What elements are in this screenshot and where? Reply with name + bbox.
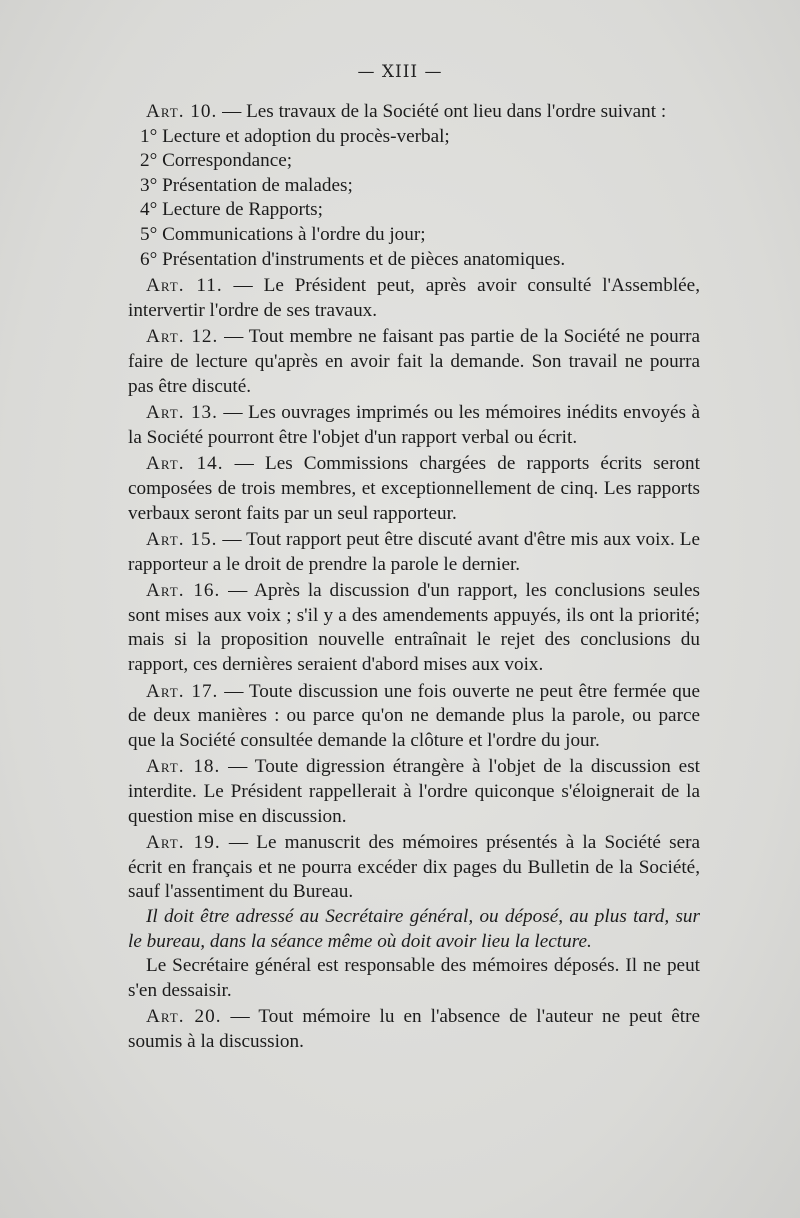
- list-item: 5° Communications à l'ordre du jour;: [140, 223, 426, 245]
- article-text: — Les ouvrages imprimés ou les mémoires inédits envoyés à la Société pourront être l'objet d'un rapport verbal ou écrit.: [128, 402, 700, 448]
- article-10: [128, 100, 700, 125]
- article-18: [128, 755, 700, 829]
- body-text: [128, 100, 700, 1055]
- article-text: — Le manuscrit des mémoires présentés à la Société sera écrit en français et ne pourra excéder dix pages du Bulletin de la Société, sauf l'assentiment du Bureau.: [128, 832, 700, 903]
- article-text: — Les Commissions chargées de rapports écrits seront composées de trois membres, et exceptionnellement de cinq. Les rapports verbaux seront faits par un seul rapporteur.: [128, 453, 700, 524]
- article-19: [128, 831, 700, 905]
- article-15: [128, 528, 700, 577]
- article-text: — Tout membre ne faisant pas partie de la Société ne pourra faire de lecture qu'après en avoir fait la demande. Son travail ne pourra pas être discuté.: [128, 326, 700, 397]
- page-number: — XIII —: [357, 62, 443, 82]
- article-text: — Tout rapport peut être discuté avant d'être mis aux voix. Le rapporteur a le droit de prendre la parole le dernier.: [128, 529, 700, 575]
- article-label: Art. 12.: [146, 326, 219, 348]
- article-text: — Toute discussion une fois ouverte ne peut être fermée que de deux manières : ou parce qu'on ne demande plus la parole, ou parce que la Société consultée demande la clôture et l'ordre du jour.: [128, 680, 700, 751]
- article-label: Art. 13.: [146, 402, 218, 424]
- list-item: 3° Présentation de malades;: [140, 174, 353, 196]
- article-text: — Après la discussion d'un rapport, les conclusions seules sont mises aux voix ; s'il y a des amendements appuyés, ils ont la priorité; mais si la proposition nouvelle entraînait le rejet des conclusions du rapport, ces dernières seraient d'abord mises aux voix.: [128, 580, 700, 676]
- article-label: Art. 15.: [146, 529, 218, 551]
- article-label: Art. 19.: [146, 832, 221, 854]
- article-17: [128, 680, 700, 754]
- article-label: Art. 18.: [146, 756, 221, 778]
- article-text: — Toute digression étrangère à l'objet de la discussion est interdite. Le Président rappellerait à l'ordre quiconque s'éloignerait de la question mise en discussion.: [128, 756, 700, 827]
- article-12: [128, 325, 700, 399]
- article-20: [128, 1005, 700, 1054]
- article-label: Art. 16.: [146, 580, 221, 602]
- order-list: [128, 125, 700, 273]
- article-text: — Les travaux de la Société ont lieu dans l'ordre suivant :: [217, 101, 667, 122]
- article-label: Art. 20.: [146, 1006, 222, 1028]
- article-text: — Tout mémoire lu en l'absence de l'auteur ne peut être soumis à la discussion.: [128, 1006, 700, 1052]
- article-14: [128, 452, 700, 526]
- article-13: [128, 401, 700, 450]
- article-16: [128, 579, 700, 677]
- article-label: Art. 17.: [146, 680, 219, 702]
- article-19-italic: Il doit être adressé au Secrétaire général, ou déposé, au plus tard, sur le bureau, dans la séance même où doit avoir lieu la lecture.: [128, 906, 700, 952]
- article-19-extra: Le Secrétaire général est responsable des mémoires déposés. Il ne peut s'en dessaisir.: [128, 955, 700, 1001]
- list-item: 6° Présentation d'instruments et de pièces anatomiques.: [140, 248, 566, 270]
- list-item: 2° Correspondance;: [140, 150, 293, 172]
- list-item: 4° Lecture de Rapports;: [140, 199, 323, 221]
- article-11: [128, 274, 700, 323]
- article-label: Art. 10.: [146, 101, 218, 122]
- article-label: Art. 14.: [146, 453, 224, 475]
- list-item: 1° Lecture et adoption du procès-verbal;: [140, 125, 450, 147]
- article-text: — Le Président peut, après avoir consulté l'Assemblée, intervertir l'ordre de ses travaux.: [128, 275, 700, 321]
- article-label: Art. 11.: [146, 275, 223, 297]
